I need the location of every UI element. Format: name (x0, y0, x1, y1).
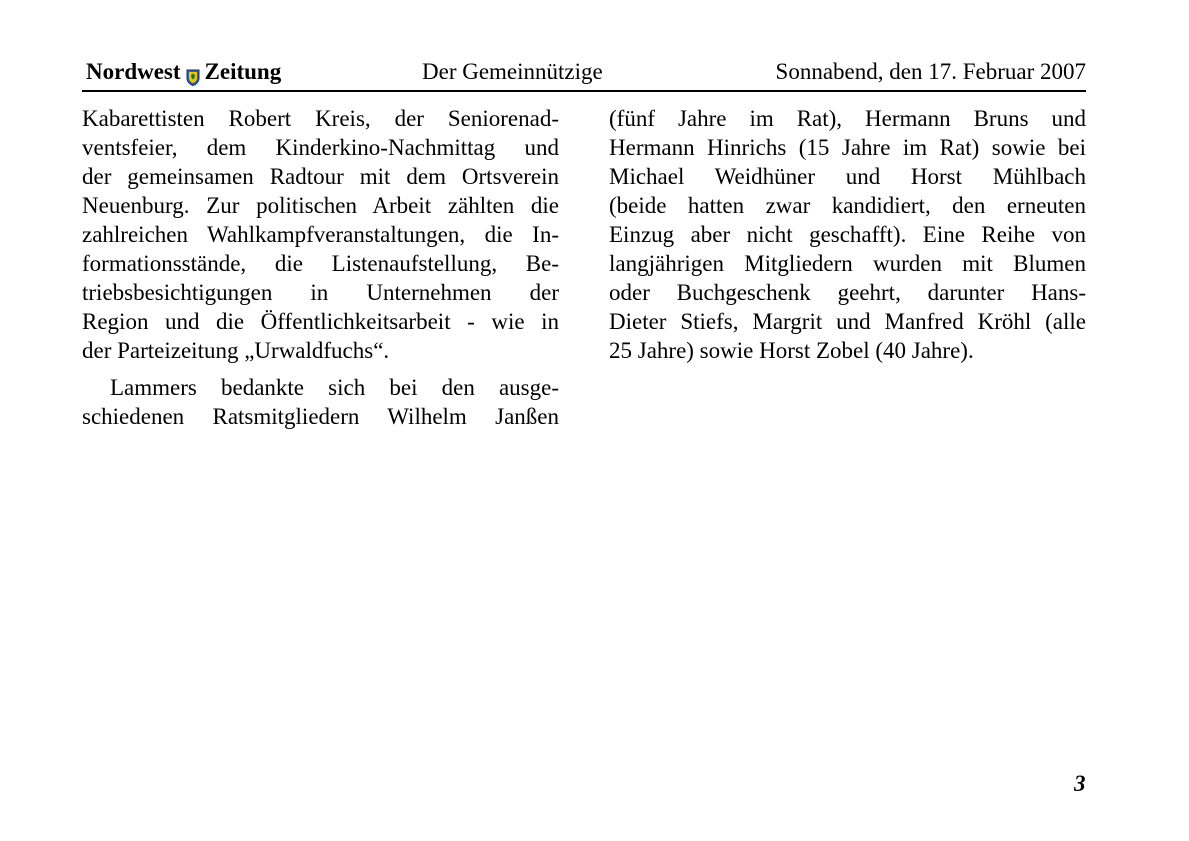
text-line: schiedenen Ratsmitgliedern Wilhelm Janßen (82, 404, 559, 429)
text-line: ventsfeier, dem Kinderkino-Nachmittag und (82, 135, 559, 160)
text-line: Kabarettisten Robert Kreis, der Seniorenad- (82, 106, 559, 131)
left-column (82, 104, 559, 431)
text-line: Dieter Stiefs, Margrit und Manfred Kröhl (alle (609, 309, 1086, 334)
page-header (82, 58, 1086, 88)
issue-date: Sonnabend, den 17. Februar 2007 (775, 59, 1086, 84)
masthead-word-nordwest: Nordwest (86, 59, 181, 84)
text-line: 25 Jahre) sowie Horst Zobel (40 Jahre). (609, 338, 974, 363)
text-line: oder Buchgeschenk geehrt, darunter Hans- (609, 280, 1086, 305)
text-line: (beide hatten zwar kandidiert, den erneuten (609, 193, 1086, 218)
text-line: Einzug aber nicht geschafft). Eine Reihe von (609, 222, 1086, 247)
text-line: Michael Weidhüner und Horst Mühlbach (609, 164, 1086, 189)
section-title: Der Gemeinnützige (422, 59, 603, 84)
newspaper-masthead (86, 58, 281, 86)
text-line: Lammers bedankte sich bei den ausge- (110, 375, 559, 400)
text-line: zahlreichen Wahlkampfveranstaltungen, die In- (82, 222, 559, 247)
right-column (609, 104, 1086, 365)
paragraph-gap (82, 365, 559, 373)
text-line: triebsbesichtigungen in Unternehmen der (82, 280, 559, 305)
text-line: der gemeinsamen Radtour mit dem Ortsverein (82, 164, 559, 189)
text-line: formationsstände, die Listenaufstellung, Be- (82, 251, 559, 276)
text-line: der Parteizeitung „Urwaldfuchs“. (82, 338, 390, 363)
text-line: (fünf Jahre im Rat), Hermann Bruns und (609, 106, 1086, 131)
text-line: Neuenburg. Zur politischen Arbeit zählten die (82, 193, 559, 218)
text-line: langjährigen Mitgliedern wurden mit Blumen (609, 251, 1086, 276)
text-line: Hermann Hinrichs (15 Jahre im Rat) sowie bei (609, 135, 1086, 160)
text-line: Region und die Öffentlichkeitsarbeit - wie in (82, 309, 559, 334)
header-divider (82, 90, 1086, 92)
coat-of-arms-icon (186, 65, 200, 82)
masthead-word-zeitung: Zeitung (204, 59, 282, 84)
page-number: 3 (1074, 771, 1086, 796)
